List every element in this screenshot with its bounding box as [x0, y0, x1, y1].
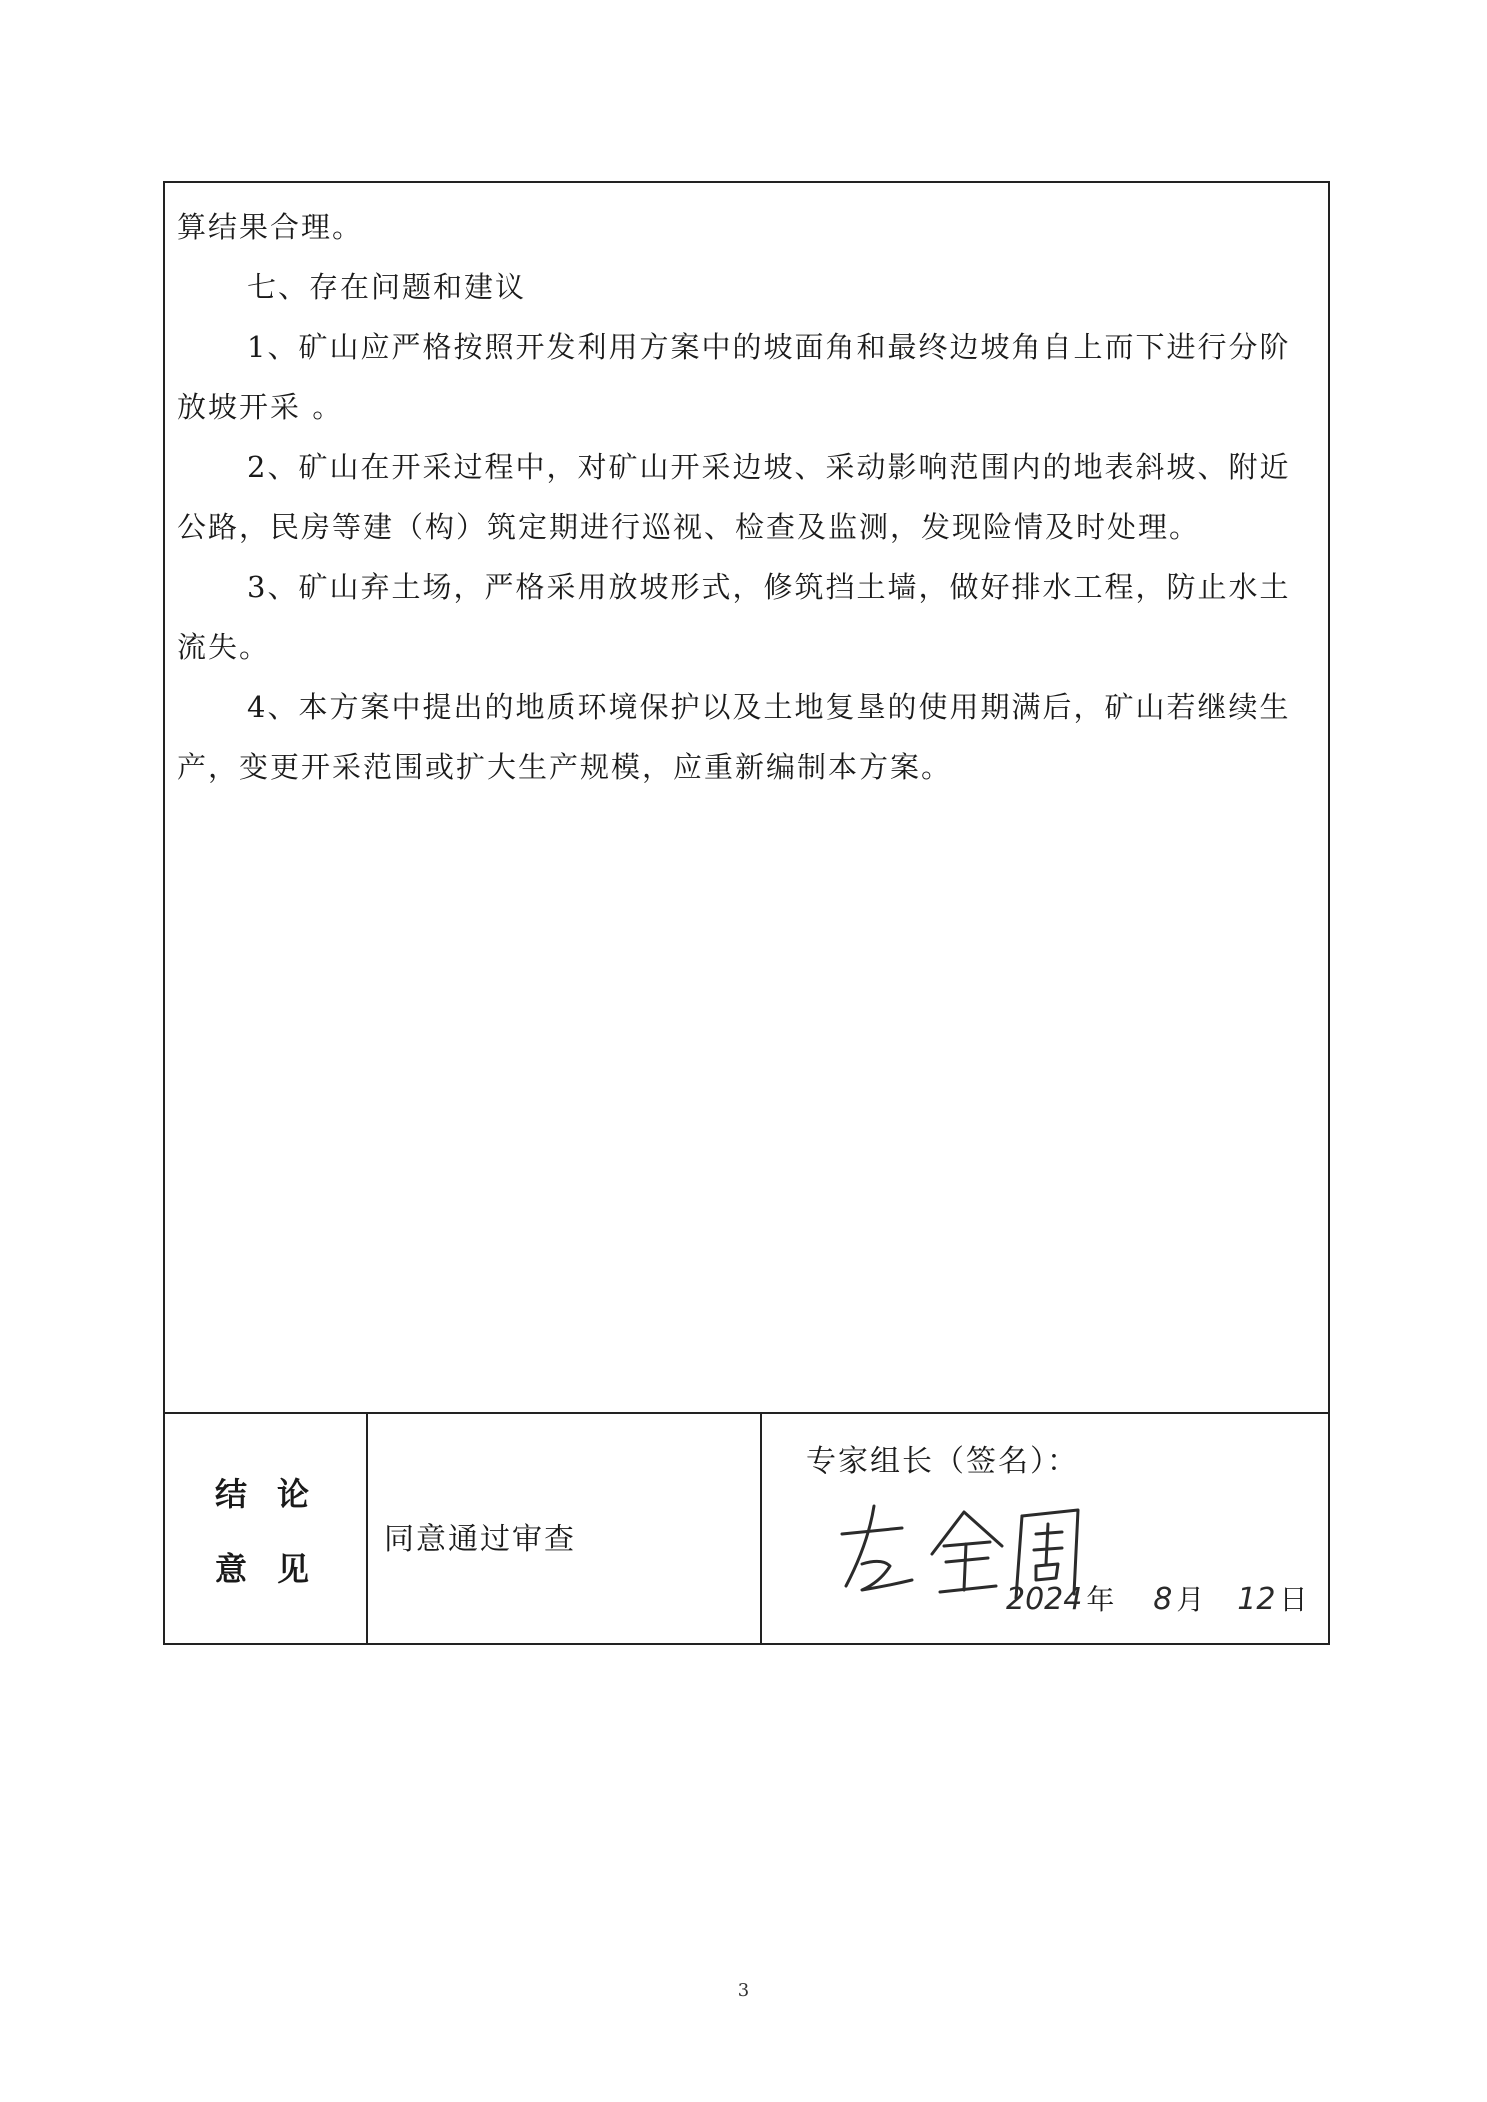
- paragraph-calc-result: 算结果合理。: [177, 210, 364, 244]
- review-body-text: [177, 197, 1314, 797]
- conclusion-label-cell: [165, 1414, 368, 1643]
- suggestion-3: 3、矿山弃土场，严格采用放坡形式，修筑挡土墙，做好排水工程，防止水土流失。: [177, 570, 1291, 664]
- opinion-cell: [368, 1414, 762, 1643]
- date-month: 8: [1153, 1582, 1173, 1617]
- date-year-unit: 年: [1086, 1583, 1115, 1616]
- date-year: 2024: [1006, 1582, 1083, 1617]
- conclusion-row: [165, 1412, 1328, 1643]
- opinion-text: 同意通过审查: [384, 1522, 576, 1557]
- suggestion-4: 4、本方案中提出的地质环境保护以及土地复垦的使用期满后，矿山若继续生产，变更开采范围或扩大生产规模，应重新编制本方案。: [177, 690, 1291, 784]
- signer-title: 专家组长（签名）：: [806, 1444, 1079, 1479]
- conclusion-label: 结论: [215, 1475, 340, 1513]
- page-number: 3: [737, 1980, 750, 2001]
- date-day: 12: [1237, 1582, 1276, 1617]
- section-heading-issues: 七、存在问题和建议: [247, 270, 527, 304]
- opinion-label: 意见: [215, 1550, 340, 1588]
- suggestion-2: 2、矿山在开采过程中，对矿山开采边坡、采动影响范围内的地表斜坡、附近公路，民房等建（构）筑定期进行巡视、检查及监测，发现险情及时处理。: [177, 450, 1291, 544]
- sign-date: [1002, 1578, 1308, 1618]
- suggestion-1: 1、矿山应严格按照开发利用方案中的坡面角和最终边坡角自上而下进行分阶放坡开采 。: [177, 330, 1291, 424]
- date-day-unit: 日: [1279, 1583, 1308, 1616]
- signature-cell: [762, 1414, 1328, 1643]
- review-table: [163, 181, 1330, 1645]
- date-month-unit: 月: [1176, 1583, 1205, 1616]
